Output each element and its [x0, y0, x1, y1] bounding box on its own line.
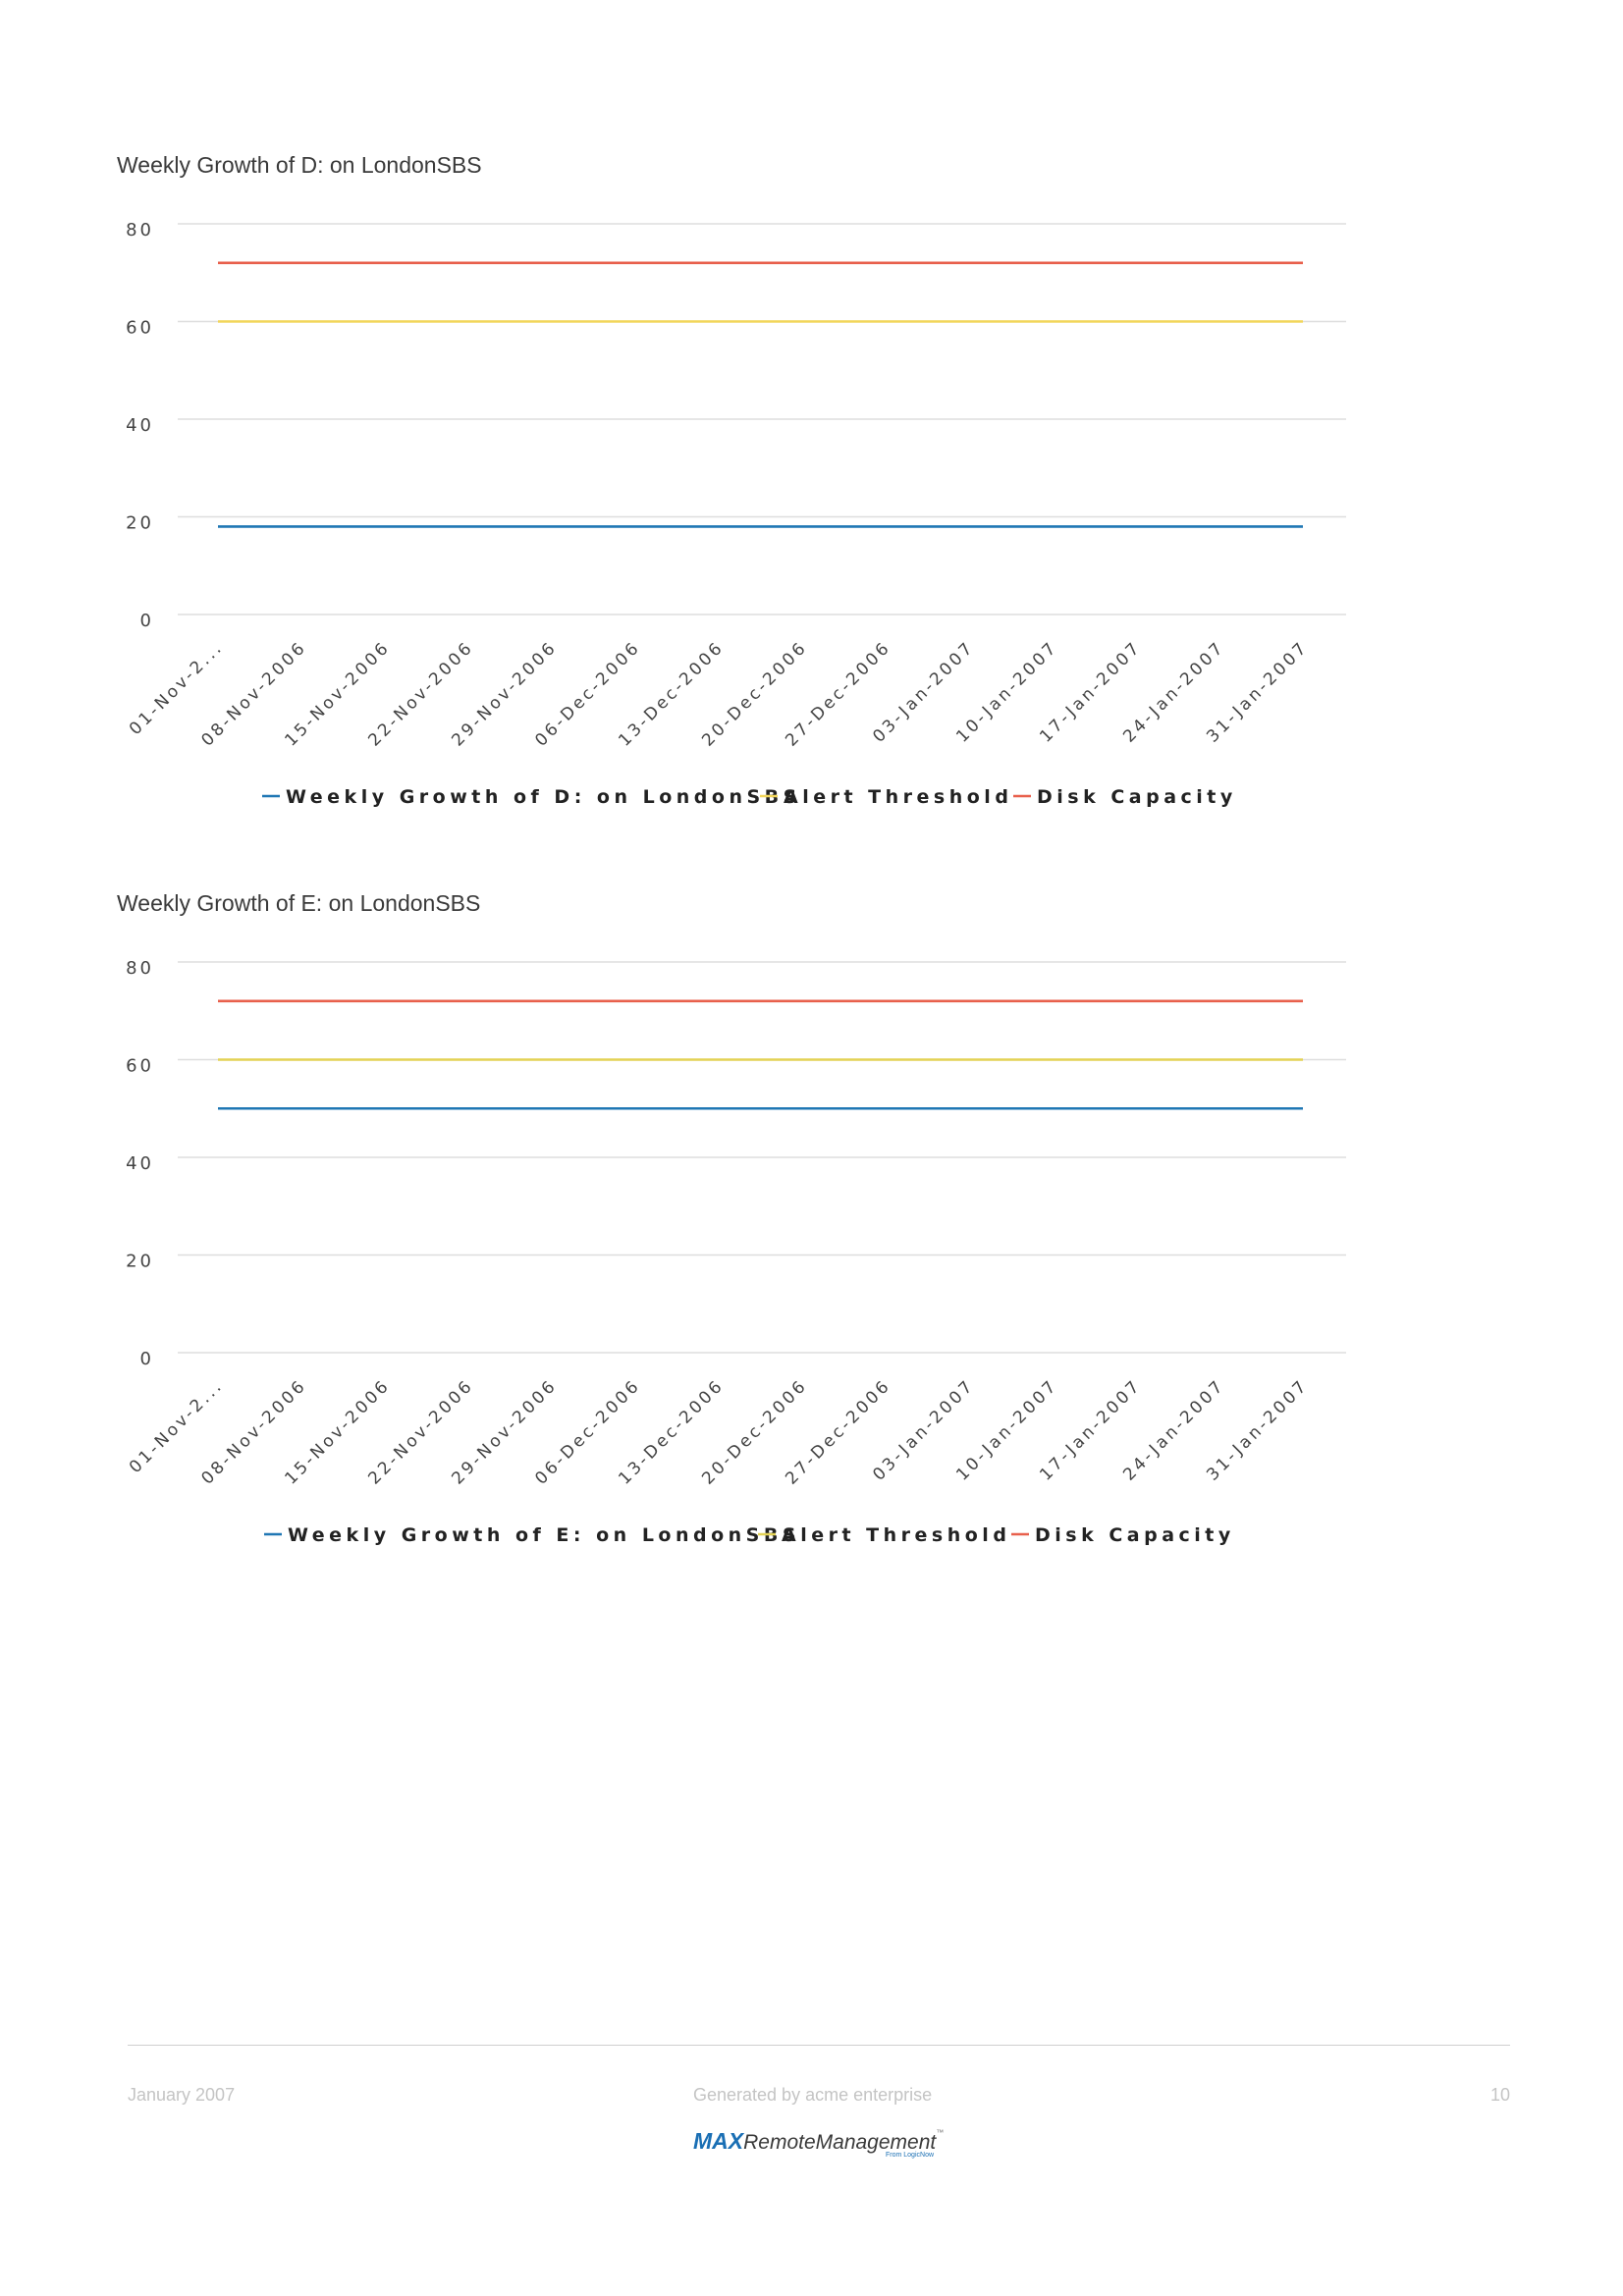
y-tick-label: 40	[126, 415, 154, 436]
x-tick-label: 17-Jan-2007	[1036, 637, 1146, 747]
footer-generated-by: Generated by acme enterprise	[693, 2085, 933, 2105]
footer-divider	[128, 2045, 1510, 2046]
x-tick-label: 08-Nov-2006	[197, 637, 311, 751]
legend-label: Weekly Growth of D: on LondonSBS	[286, 786, 801, 808]
chart-title: Weekly Growth of E: on LondonSBS	[117, 890, 481, 916]
x-tick-label: 13-Dec-2006	[615, 1375, 729, 1489]
chart-e	[0, 738, 1623, 1582]
x-tick-label: 29-Nov-2006	[448, 637, 562, 751]
footer-date: January 2007	[128, 2085, 236, 2105]
logo-brand: MAX	[693, 2128, 744, 2154]
max-remote-management-logo	[693, 2128, 948, 2162]
x-tick-label: 22-Nov-2006	[364, 1375, 478, 1489]
x-tick-label: 24-Jan-2007	[1119, 637, 1229, 747]
x-tick-label: 15-Nov-2006	[281, 1375, 395, 1489]
footer-page-number: 10	[1490, 2085, 1511, 2105]
y-tick-label: 20	[126, 512, 154, 534]
y-tick-label: 60	[126, 1055, 154, 1077]
x-tick-label: 31-Jan-2007	[1203, 1375, 1313, 1485]
x-tick-label: 20-Dec-2006	[698, 637, 812, 751]
x-tick-label: 31-Jan-2007	[1203, 637, 1313, 747]
x-tick-label: 03-Jan-2007	[869, 637, 979, 747]
x-tick-label: 06-Dec-2006	[531, 1375, 645, 1489]
x-tick-label: 17-Jan-2007	[1036, 1375, 1146, 1485]
logo-trademark: ™	[936, 2128, 945, 2137]
x-tick-label: 24-Jan-2007	[1119, 1375, 1229, 1485]
x-tick-label: 03-Jan-2007	[869, 1375, 979, 1485]
y-tick-label: 0	[139, 611, 154, 631]
x-tick-label: 22-Nov-2006	[364, 637, 478, 751]
x-tick-label: 29-Nov-2006	[448, 1375, 562, 1489]
x-tick-label: 10-Jan-2007	[952, 1375, 1062, 1485]
y-tick-label: 40	[126, 1153, 154, 1174]
x-tick-label: 08-Nov-2006	[197, 1375, 311, 1489]
legend-label: Weekly Growth of E: on LondonSBS	[288, 1524, 801, 1546]
logo-name: RemoteManagement	[743, 2131, 937, 2154]
logo-tagline: From LogicNow	[886, 2152, 935, 2159]
legend-label: Disk Capacity	[1035, 1524, 1235, 1546]
x-tick-label: 06-Dec-2006	[531, 637, 645, 751]
x-tick-label: 01-Nov-2...	[125, 1375, 228, 1478]
legend-label: Alert Threshold	[784, 786, 1013, 808]
x-tick-label: 01-Nov-2...	[125, 637, 228, 740]
x-tick-label: 27-Dec-2006	[782, 1375, 895, 1489]
y-tick-label: 0	[139, 1349, 154, 1369]
chart-title: Weekly Growth of D: on LondonSBS	[117, 152, 482, 178]
chart-d	[0, 0, 1623, 844]
x-tick-label: 13-Dec-2006	[615, 637, 729, 751]
x-tick-label: 27-Dec-2006	[782, 637, 895, 751]
x-tick-label: 15-Nov-2006	[281, 637, 395, 751]
y-tick-label: 20	[126, 1251, 154, 1272]
y-tick-label: 60	[126, 317, 154, 339]
y-tick-label: 80	[126, 220, 154, 240]
legend-label: Disk Capacity	[1037, 786, 1237, 808]
legend-label: Alert Threshold	[782, 1524, 1011, 1546]
x-tick-label: 10-Jan-2007	[952, 637, 1062, 747]
y-tick-label: 80	[126, 958, 154, 979]
x-tick-label: 20-Dec-2006	[698, 1375, 812, 1489]
